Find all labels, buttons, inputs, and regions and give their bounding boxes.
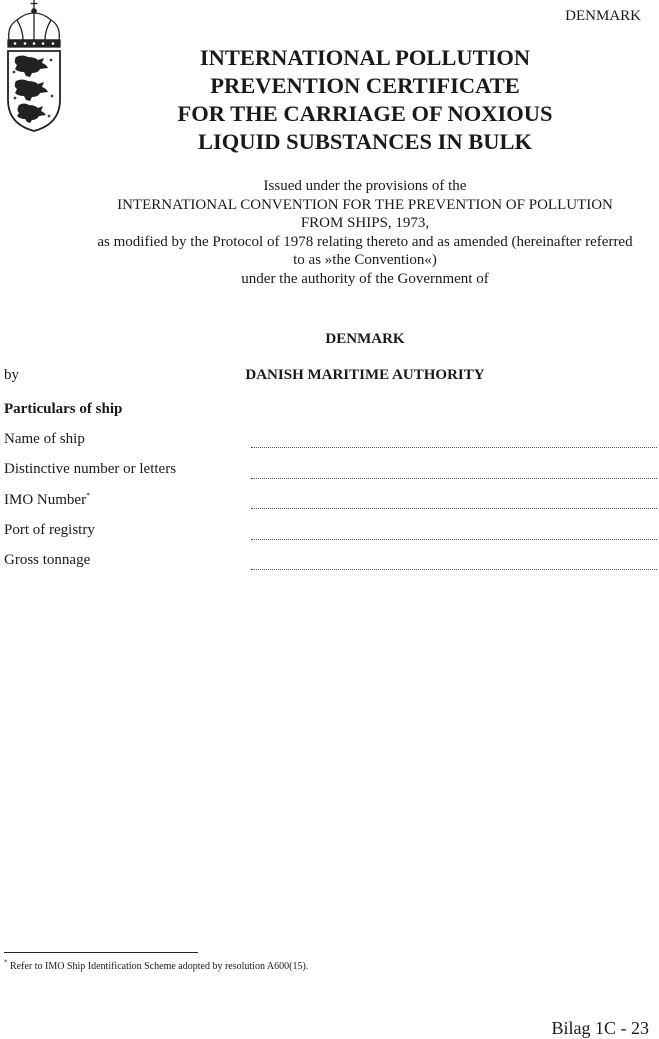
footnote-divider: [4, 952, 198, 953]
particulars-heading: Particulars of ship: [4, 401, 123, 417]
issued-line: under the authority of the Government of: [241, 270, 489, 287]
government-country: DENMARK: [325, 331, 405, 347]
imo-number-text: IMO Number: [4, 492, 87, 508]
name-of-ship-label: Name of ship: [4, 431, 85, 447]
issued-line: Issued under the provisions of the: [263, 178, 467, 194]
header-country: DENMARK: [565, 8, 641, 24]
footnote-mark: *: [4, 958, 8, 967]
imo-number-field[interactable]: [251, 508, 657, 509]
by-label: by: [4, 367, 19, 383]
certificate-title: [70, 44, 659, 156]
issued-under-text: [70, 177, 659, 288]
title-line: PREVENTION CERTIFICATE: [210, 73, 520, 98]
page-reference: Bilag 1C - 23: [551, 1018, 649, 1038]
distinctive-number-field[interactable]: [251, 478, 657, 479]
footnote-text: Refer to IMO Ship Identification Scheme adopted by resolution A600(15).: [10, 961, 309, 972]
gross-tonnage-label: Gross tonnage: [4, 552, 91, 568]
issued-line: as modified by the Protocol of 1978 relating thereto and as amended (hereinafter referred: [97, 233, 633, 250]
title-line: FOR THE CARRIAGE OF NOXIOUS: [177, 101, 553, 126]
issued-line: to as »the Convention«): [293, 252, 437, 268]
footnote-marker: *: [86, 491, 91, 500]
issued-line: FROM SHIPS, 1973,: [300, 215, 430, 231]
name-of-ship-field[interactable]: [251, 447, 657, 448]
imo-number-label: [4, 492, 90, 509]
issued-line: INTERNATIONAL CONVENTION FOR THE PREVENTION OF POLLUTION: [117, 196, 613, 213]
gross-tonnage-field[interactable]: [251, 569, 657, 570]
port-of-registry-field[interactable]: [251, 539, 657, 540]
title-line: LIQUID SUBSTANCES IN BULK: [197, 129, 533, 154]
port-of-registry-label: Port of registry: [4, 522, 95, 538]
footnote: [4, 958, 309, 972]
issuing-authority: DANISH MARITIME AUTHORITY: [245, 367, 485, 383]
title-line: INTERNATIONAL POLLUTION: [199, 45, 531, 70]
danish-royal-coat-of-arms-icon: [3, 0, 65, 132]
distinctive-number-label: Distinctive number or letters: [4, 461, 177, 477]
